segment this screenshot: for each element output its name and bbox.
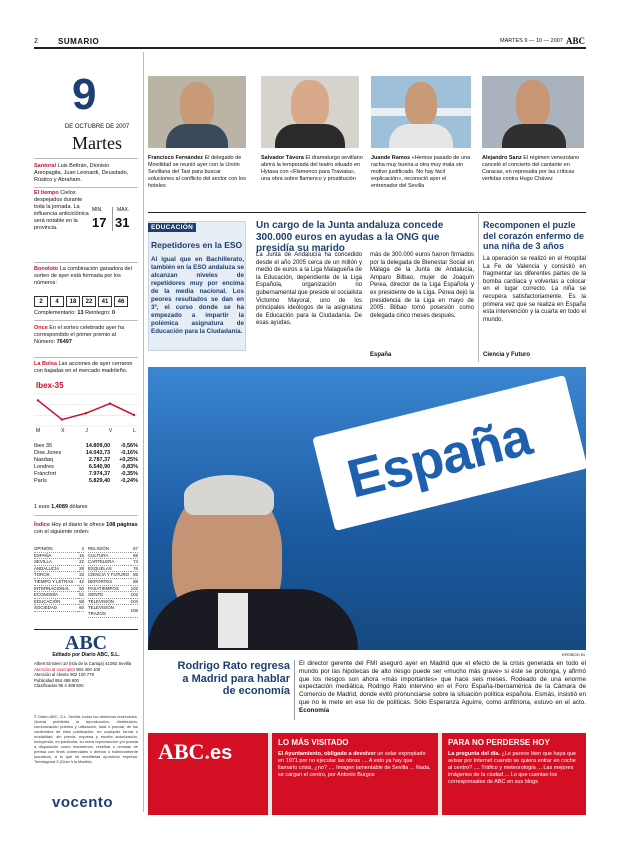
day-tick: J bbox=[85, 428, 88, 434]
index-row: TIEMPO Y LETRAS 42 bbox=[34, 578, 84, 584]
index-row: SOCIEDAD 60 bbox=[34, 605, 84, 611]
index-row: GENTE 102 bbox=[88, 592, 138, 598]
index-row: SEVILLA 22 bbox=[34, 559, 84, 565]
chart-title: Ibex-35 bbox=[36, 381, 64, 390]
vocento-logo: vocento bbox=[52, 794, 114, 811]
header-date: MARTES 9 — 10 — 2007 bbox=[500, 38, 563, 44]
index-row: INTERNACIONAL 50 bbox=[34, 585, 84, 591]
banner-text: España bbox=[341, 406, 537, 510]
ibex-point bbox=[85, 412, 87, 414]
market-row: Fráncfort 7.974,37 -0,35% bbox=[34, 471, 138, 477]
index-row: CULTURA 69 bbox=[88, 552, 138, 558]
calendar-weekday: Martes bbox=[72, 133, 122, 153]
once: Once En el sorteo celebrado ayer ha correspondido el primer premio al Número: 76497 bbox=[34, 325, 125, 345]
weather-min-label: MIN. bbox=[92, 207, 103, 213]
footer-col1-text: El Ayuntamiento, obligado a devolver un solar expropiado en 1971 por no ejecutar las obras .... A esto ya hay que llamarlo crisis, ¿no? .... Imagen lamentable de Sevilla ... Nada, se cargan el centro, por Antonio Burgos bbox=[278, 751, 431, 778]
index-row: ANDALUCÍA 28 bbox=[34, 565, 84, 571]
rato-title: Rodrigo Rato regresa a Madrid para hablar de economía bbox=[177, 660, 290, 697]
education-body: Al igual que en Bachillerato, también en la ESO andaluza se alcanzan niveles de repetidores muy por encima de la media nacional. Los peores resultados se dan en 3º, el curso donde se ha empezado a impartir la polémica asignatura de Educación para la Ciudadanía. bbox=[151, 256, 244, 335]
ibex-point bbox=[61, 418, 63, 420]
caption-fernandez: Francisco Fernández El delegado de Movilidad se reunió ayer con la Unión Sevillana del Taxi para buscar soluciones al conflicto del sector con los hoteles bbox=[148, 155, 246, 189]
index-row: OPINIÓN 4 bbox=[34, 546, 84, 551]
main-story-col2: más de 300.000 euros fueron firmados por la delegada de Bienestar Social en Málaga de la Junta de Andalucía, Amparo Bilbao, mujer de Joaquín Perea, director de la Liga Española y ex presidente de la Liga. Perea dejó la presidencia de la Liga en mayo de 2005. Bilbao tomó posesión como delegada cinco meses después. bbox=[370, 252, 474, 319]
calendar-day: 9 bbox=[72, 70, 97, 119]
section-title: SUMARIO bbox=[58, 37, 100, 46]
footer-col1 bbox=[272, 733, 438, 815]
imprint-logo: ABC bbox=[64, 632, 108, 654]
euro-rate: 1 euro 1,4089 dólares bbox=[34, 504, 88, 510]
main-story-col1: La Junta de Andalucía ha concedido desde el año 2005 cerca de un millón y medio de euros a la Liga Malagueña de la Educación, dependiente de la Liga Española, organización no gubernamental que preside el socialista Victorino Mayoral, uno de los principales ideólogos de la asignatura de Educación para la Ciudadanía. De esas ayudas, bbox=[256, 252, 362, 327]
imprint-contacts: Albert Einstein 10 (Isla de la Cartuja) 41092 Sevilla Atención al suscriptor 902 400 100 Atención al cliente 902 100 779 Publicidad 954 488 600 Clasificados 95 4 488 600 bbox=[34, 661, 131, 688]
market-row: Nasdaq 2.787,37 +0,25% bbox=[34, 457, 138, 463]
index-row: ESQUELAS 76 bbox=[88, 565, 138, 571]
side-story-title: Recomponen el puzle del corazón enfermo de una niña de 3 años bbox=[483, 220, 585, 251]
market-row: Ibex 35 14.809,00 -0,56% bbox=[34, 443, 138, 449]
caption-sanz: Alejandro Sanz El régimen venezolano canceló el concierto del cantante en Caracas, en represalia por las críticas vertidas contra Hugo Chávez bbox=[482, 155, 580, 182]
abc-es-logo[interactable]: ABC.es bbox=[148, 733, 268, 815]
rato-body: El director gerente del FMI aseguró ayer en Madrid que el efecto de la crisis generada en todo el mundo por las hipotecas de alto riesgo puede ser «mucho más grave» si éste se prolonga, y afirmó que los riesgos son ahora «más importantes» que hace seis meses. Rodeado de una enorme expectación mediática, Rodrigo Rato intervino en el Foro España-Iberoamérica de la Cámara de Comercio de Madrid, donde evitó pronunciarse sobre la situación política española. Esmás, insistió en que no le mete en ese lío de políticas. Sólo Esperanza Aguirre, como anfitriona, estuvo en el acto. Economía bbox=[299, 660, 586, 714]
footer-col2-text: La pregunta del día. ¿Le parece bien que haya que avisar por Internet cuando se quiera entrar en coche al centro? .... Tráfico y meteorología ... Las mejores imágenes de la ciudad ... Lo que cuentan los corresponsales de ABC en sus blogs bbox=[448, 751, 577, 785]
photo-ramos bbox=[371, 76, 471, 148]
market-row: París 5.829,40 -0,24% bbox=[34, 478, 138, 484]
photo-rato bbox=[148, 367, 586, 650]
header-logo: ABC bbox=[566, 36, 586, 46]
chart-days bbox=[34, 428, 138, 434]
day-tick: V bbox=[108, 428, 113, 434]
page-number: 2 bbox=[34, 38, 38, 45]
weather-min: 17 bbox=[92, 215, 107, 230]
index-left bbox=[34, 546, 84, 612]
ibex-point bbox=[37, 399, 39, 401]
caption-tavora: Salvador Távora El dramaturgo sevillano abrirá la temporada del teatro situado en Hytasa con «Flamenco para Traviata», una obra sobre flamenco y prostitución bbox=[261, 155, 363, 182]
bonoloto: Bonoloto La combinación ganadora del sorteo de ayer está formada por los números: bbox=[34, 266, 132, 286]
footer-col2 bbox=[442, 733, 586, 815]
main-story-title: Un cargo de la Junta andaluza concede 300.000 euros en ayudas a la ONG que presidía su marido bbox=[256, 220, 444, 254]
side-story-body: La operación se realizó en el Hospital La Fe de Valencia y consistió en fragmentar las diferentes partes de la bomba cardiaca y volverlas a colocar en el lugar correcto. La niña se recupera satisfactoriamente. Es la primera vez que se realiza en España esta intervención y la cuarta en todo el mundo. bbox=[483, 256, 586, 323]
bolsa: La Bolsa Las acciones de ayer cerraron con bajadas en el mercado madrileño. bbox=[34, 361, 133, 374]
index-row: EDUCACIÓN 58 bbox=[34, 598, 84, 604]
weather-max-label: MAX. bbox=[117, 207, 130, 213]
index-row: TELEVISIÓN TRAZOS 106 bbox=[88, 605, 138, 616]
caption-ramos: Juande Ramos «Hemos pasado de una racha muy buena a otra muy mala sin motivo justificado. No hay fácil explicación», reconoció ayer el entrenador del Sevilla bbox=[371, 155, 471, 189]
photo-credit: EFE/BOO EL bbox=[562, 652, 586, 657]
education-title: Repetidores en la ESO bbox=[151, 240, 243, 250]
index-row: CARTELERA 74 bbox=[88, 559, 138, 565]
imprint-publisher: Editado por Diario ABC, S.L. bbox=[52, 652, 120, 658]
footer-col1-title: LO MÁS VISITADO bbox=[278, 738, 349, 747]
side-story-section: Ciencia y Futuro bbox=[483, 352, 531, 358]
ibex-line bbox=[38, 400, 134, 419]
day-tick: X bbox=[61, 428, 65, 434]
index-row: TOROS 33 bbox=[34, 572, 84, 578]
index-row: RELIGIÓN 67 bbox=[88, 546, 138, 551]
markets-table bbox=[34, 443, 138, 485]
ibex-point bbox=[109, 402, 111, 404]
index-right bbox=[88, 546, 138, 618]
indice: Índice Hoy el diario le ofrece 108 páginas con el siguiente orden: bbox=[34, 522, 138, 535]
bonoloto-extra: Complementario: 13 Reintegro: 0 bbox=[34, 310, 116, 316]
main-story-section: España bbox=[370, 352, 392, 358]
santoral: Santoral Luis Beltrán, Dionisio Areopagita, Juan Leonardi, Deusdado, Rústico y Abraham. bbox=[34, 163, 129, 183]
index-row: CIENCIA Y FUTURO 85 bbox=[88, 572, 138, 578]
photo-fernandez bbox=[148, 76, 246, 148]
ibex-point bbox=[133, 414, 135, 416]
weather-max: 31 bbox=[115, 215, 130, 230]
day-tick: L bbox=[133, 428, 136, 434]
market-row: Londres 6.540,90 -0,83% bbox=[34, 464, 138, 470]
footer-col2-title: PARA NO PERDERSE HOY bbox=[448, 738, 550, 747]
photo-sanz bbox=[482, 76, 584, 148]
index-row: ECONOMÍA 52 bbox=[34, 592, 84, 598]
imprint-legal: © Diario ABC, S.L. Sevilla, todos los derechos reservados. Queda prohibida la reproducción, distribución, comunicación pública y utilización, total o parcial, de los contenidos de esta publicación, en cualquier forma o modalidad, sin previa, expresa y escrita autorización, incluyendo, en particular, su mera reproducción y/o puesta a disposición como resúmenes, reseñas o revistas de prensa con fines comerciales o directa o indirectamente lucrativos, a lo que se manifiesta oposición expresa. Torrelaguna 3 (Gran Vía Madrid). bbox=[34, 714, 138, 764]
calendar-month: DE OCTUBRE DE 2007 bbox=[64, 124, 130, 130]
index-row: ESPAÑA 16 bbox=[34, 552, 84, 558]
index-row: PASATIEMPOS 102 bbox=[88, 585, 138, 591]
education-tag: EDUCACIÓN bbox=[148, 223, 196, 232]
index-row: TELEVISIÓN 104 bbox=[88, 598, 138, 604]
index-row: DEPORTES 88 bbox=[88, 578, 138, 584]
photo-tavora bbox=[261, 76, 359, 148]
day-tick: M bbox=[36, 428, 41, 434]
bonoloto-numbers: 2 4 18 22 41 46 bbox=[34, 296, 128, 307]
weather: El tiempo Cielos despejados durante toda la jornada. La influencia anticiclónica será notable en la provincia. bbox=[34, 190, 89, 231]
market-row: Dow Jones 14.043,73 -0,16% bbox=[34, 450, 138, 456]
